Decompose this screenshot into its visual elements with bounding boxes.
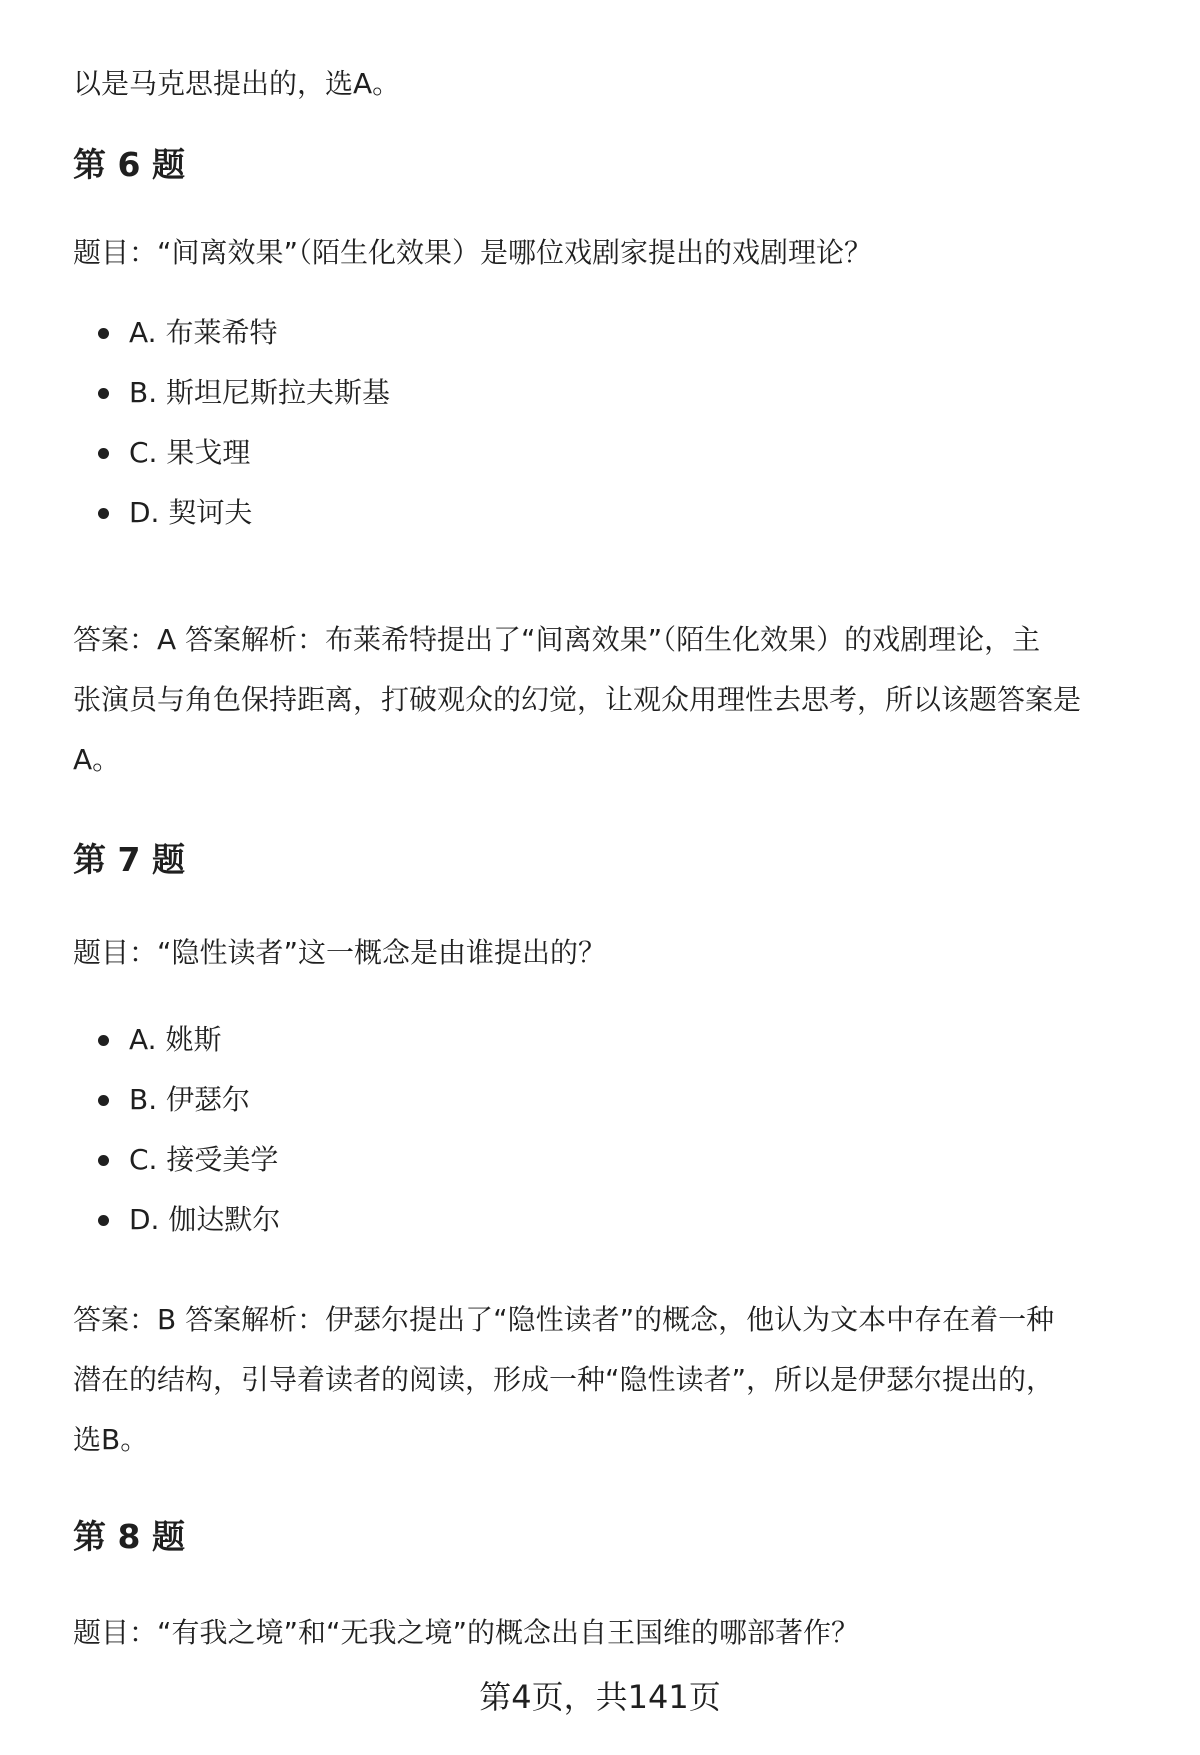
option-text: C. 果戈理 xyxy=(129,436,251,469)
option-list xyxy=(73,303,390,543)
option-item xyxy=(73,1130,280,1190)
question-heading: 第 8 题 xyxy=(73,1517,185,1556)
option-text: C. 接受美学 xyxy=(129,1143,279,1176)
bullet-icon xyxy=(98,508,109,519)
answer-block xyxy=(73,610,1153,790)
option-item xyxy=(73,363,390,423)
answer-line: 潜在的结构，引导着读者的阅读，形成一种“隐性读者”，所以是伊瑟尔提出的， xyxy=(73,1363,1055,1396)
option-text: A. 布莱希特 xyxy=(129,316,278,349)
bullet-icon xyxy=(98,1155,109,1166)
option-text: A. 姚斯 xyxy=(129,1023,222,1056)
question-text: 题目：“有我之境”和“无我之境”的概念出自王国维的哪部著作？ xyxy=(73,1616,860,1649)
bullet-icon xyxy=(98,1035,109,1046)
page-number: 第4页，共141页 xyxy=(479,1678,721,1716)
question-text: 题目：“隐性读者”这一概念是由谁提出的？ xyxy=(73,936,607,969)
option-item xyxy=(73,1010,280,1070)
option-text: B. 斯坦尼斯拉夫斯基 xyxy=(129,376,391,409)
option-text: D. 契诃夫 xyxy=(129,496,253,529)
option-text: D. 伽达默尔 xyxy=(129,1203,281,1236)
option-text: B. 伊瑟尔 xyxy=(129,1083,251,1116)
answer-line: 答案：B 答案解析：伊瑟尔提出了“隐性读者”的概念，他认为文本中存在着一种 xyxy=(73,1303,1055,1336)
answer-line: 答案：A 答案解析：布莱希特提出了“间离效果”（陌生化效果）的戏剧理论，主 xyxy=(73,623,1041,656)
option-item xyxy=(73,1070,280,1130)
answer-line: 张演员与角色保持距离，打破观众的幻觉，让观众用理性去思考，所以该题答案是 xyxy=(73,683,1082,716)
question-text: 题目：“间离效果”（陌生化效果）是哪位戏剧家提出的戏剧理论？ xyxy=(73,236,873,269)
option-item xyxy=(73,303,390,363)
option-item xyxy=(73,1190,280,1250)
bullet-icon xyxy=(98,328,109,339)
question-heading: 第 6 题 xyxy=(73,145,185,184)
answer-line: 选B。 xyxy=(73,1423,149,1456)
bullet-icon xyxy=(98,1095,109,1106)
answer-line: A。 xyxy=(73,743,121,776)
option-item xyxy=(73,423,390,483)
answer-block xyxy=(73,1290,1153,1470)
option-list xyxy=(73,1010,280,1250)
question-heading: 第 7 题 xyxy=(73,840,185,879)
bullet-icon xyxy=(98,1215,109,1226)
option-item xyxy=(73,483,390,543)
bullet-icon xyxy=(98,448,109,459)
bullet-icon xyxy=(98,388,109,399)
continuation-text: 以是马克思提出的，选A。 xyxy=(73,67,401,100)
